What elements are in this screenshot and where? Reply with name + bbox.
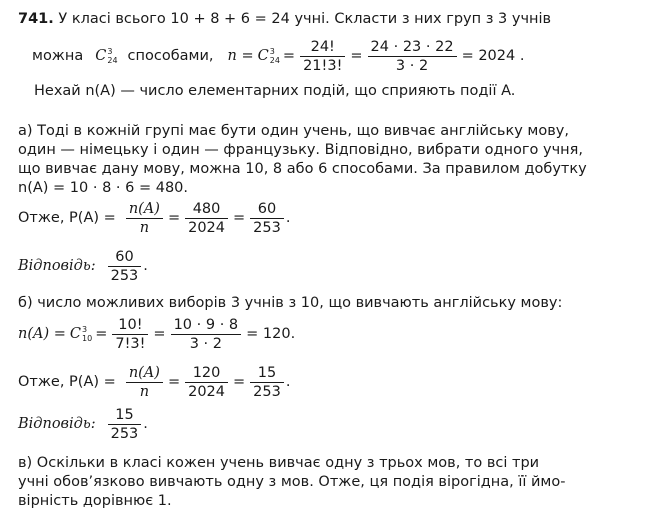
combination-24-3-repeat: C [257,48,269,64]
intro-text-2b: способами, [127,48,214,64]
part-a-answer-label: Відповідь: [18,258,96,274]
part-a-line-1: а) Тоді в кожній групі має бути один учень, що вивчає англійську мову, [18,123,569,139]
part-b-frac-15-253: $\frac{15}{253}$ [250,364,284,401]
part-a-line-4: n(A) = 10 · 8 · 6 = 480. [18,180,188,196]
let-line: Нехай n(A) — число елементарних подій, що сприяють події A. [34,83,516,99]
combination-24-3: C 3 24 [95,47,118,65]
part-a-line-3: що вивчає дану мову, можна 10, 8 або 6 способами. За правилом добутку [18,161,587,177]
part-b-probability: Отже, P(A) = $\frac{n(A)}{n}$ = $\frac{120}{2024}$ = $\frac{15}{253}$ . [18,364,291,400]
result-2024: = 2024 . [461,48,525,64]
part-b-frac-10-factorial: $\frac{10!}{7!3!}$ [112,316,148,353]
part-v-line-2: учні обов’язково вивчають одну з мов. Отже, ця подія вірогідна, її ймо- [18,474,566,490]
part-b-line-1: б) число можливих виборів 3 учнів з 10, що вивчають англійську мову: [18,295,563,311]
intro-text-2a: можна [32,48,84,64]
fraction-24-product: $\frac{24 \cdot 23 \cdot 22}{3 \cdot 2}$ [368,38,457,75]
part-b-answer-label: Відповідь: [18,416,96,432]
fraction-24-factorial: $\frac{24!}{21!3!}$ [300,38,345,75]
intro-line-1 [18,10,637,28]
intro-text-1: У класі всього 10 + 8 + 6 = 24 учні. Скласти з них груп з 3 учнів [58,11,552,27]
part-b-answer: Відповідь: $\frac{15}{253}$ . [18,406,148,442]
n-equals: n = [227,48,254,64]
part-b-frac-120-2024: $\frac{120}{2024}$ [185,364,228,401]
part-v-line-3: вірність дорівнює 1. [18,493,172,509]
part-b-frac-product: $\frac{10 \cdot 9 \cdot 8}{3 \cdot 2}$ [171,316,242,353]
intro-formula-line: можна C 3 24 способами, n = C 3 24 = $\frac{24!}{21!3!}$ = $\frac{24 \cdot 23 \cdot 22}{3 \cdot 2}$ = 2024 . [32,38,525,74]
part-b-na: n(A) = [18,326,66,342]
part-a-frac-60-253: $\frac{60}{253}$ [250,200,284,237]
part-a-probability: Отже, P(A) = $\frac{n(A)}{n}$ = $\frac{480}{2024}$ = $\frac{60}{253}$ . [18,200,291,236]
part-a-frac-480-2024: $\frac{480}{2024}$ [185,200,228,237]
part-a-otzhe: Отже, P(A) = [18,210,116,226]
part-v-line-1: в) Оскільки в класі кожен учень вивчає одну з трьох мов, то всі три [18,455,540,471]
combination-10-3: C [69,326,81,342]
part-a-frac-na-n: $\frac{n(A)}{n}$ [126,200,163,237]
part-a-line-2: один — німецьку і один — французьку. Відповідно, вибрати одного учня, [18,142,583,158]
part-b-formula: n(A) = C 3 10 = $\frac{10!}{7!3!}$ = $\frac{10 \cdot 9 \cdot 8}{3 \cdot 2}$ = 120. [18,316,296,352]
part-b-otzhe: Отже, P(A) = [18,374,116,390]
part-a-answer: Відповідь: $\frac{60}{253}$ . [18,248,148,284]
part-b-result: = 120. [246,326,296,342]
part-b-answer-fraction: $\frac{15}{253}$ [108,406,142,443]
part-a-answer-fraction: $\frac{60}{253}$ [108,248,142,285]
problem-number: 741. [18,11,54,27]
part-b-frac-na-n: $\frac{n(A)}{n}$ [126,364,163,401]
